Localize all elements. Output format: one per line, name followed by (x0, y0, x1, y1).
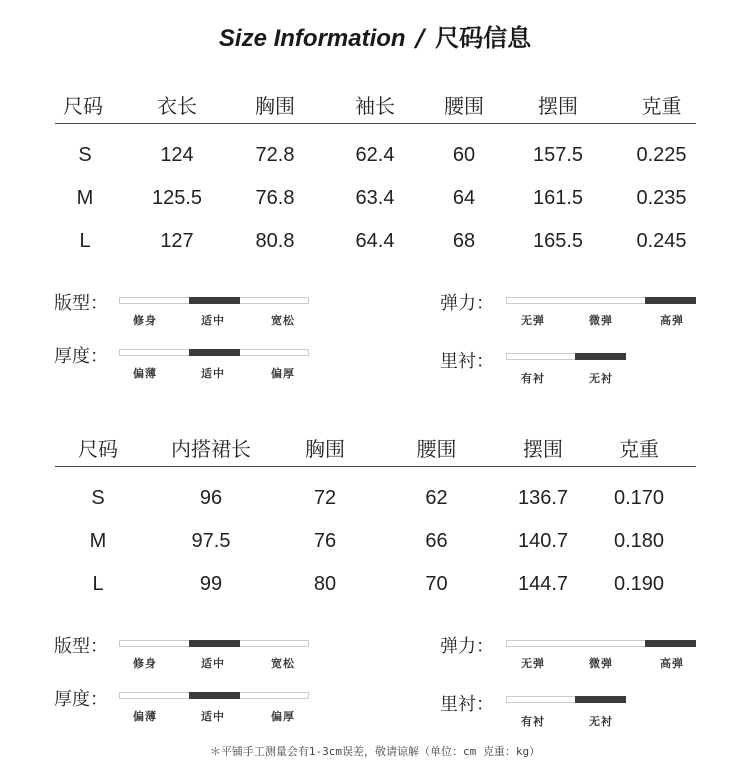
fit-option: 修身 (133, 314, 157, 327)
table-cell: 72 (313, 487, 337, 509)
table-row (55, 467, 696, 521)
table-header-row (55, 428, 696, 467)
thickness-track (119, 692, 309, 699)
table-cell: 76.8 (255, 187, 295, 209)
table-cell: S (91, 487, 105, 509)
thickness-indicator (189, 692, 240, 699)
lining-label: 里衬： (440, 351, 494, 372)
table-cell: M (76, 187, 94, 209)
elastic-option: 高弹 (660, 657, 684, 670)
table-cell: 63.4 (355, 187, 395, 209)
header-cell: 尺码 (55, 428, 141, 467)
table-cell: M (89, 530, 107, 552)
measurement-footnote: ＊平铺手工测量会有1-3cm误差，敬请谅解（单位：cm 克重：kg） (209, 745, 541, 758)
elastic-scale (440, 289, 740, 329)
table-cell: 60 (452, 144, 476, 166)
table-cell: 144.7 (517, 573, 569, 595)
table-cell: 0.180 (613, 530, 665, 552)
header-cell: 胸围 (239, 85, 311, 124)
lining-option: 有衬 (521, 372, 545, 385)
elastic-label: 弹力： (440, 636, 494, 657)
title-english: Size Information (218, 25, 406, 52)
header-cell: 衣长 (115, 85, 239, 124)
table-cell: 97.5 (191, 530, 231, 552)
fit-indicator (189, 297, 240, 304)
thickness-option: 偏薄 (133, 367, 157, 380)
header-cell: 克重 (627, 85, 696, 124)
thickness-scale (54, 685, 354, 725)
table-cell: 76 (313, 530, 337, 552)
elastic-option: 微弹 (589, 657, 613, 670)
header-cell: 袖长 (311, 85, 439, 124)
fit-indicator (189, 640, 240, 647)
fit-option: 修身 (133, 657, 157, 670)
fit-option: 适中 (201, 314, 225, 327)
lining-option: 有衬 (521, 715, 545, 728)
elastic-indicator (645, 297, 696, 304)
table-cell: 140.7 (517, 530, 569, 552)
table-cell: 0.235 (636, 187, 687, 209)
thickness-option: 偏厚 (271, 710, 295, 723)
thickness-label: 厚度： (54, 346, 108, 367)
table-cell: 99 (199, 573, 223, 595)
elastic-option: 无弹 (521, 657, 545, 670)
table-cell: 157.5 (532, 144, 584, 166)
lining-option: 无衬 (589, 715, 613, 728)
lining-indicator (575, 353, 626, 360)
lining-scale (440, 690, 740, 730)
thickness-option: 适中 (201, 367, 225, 380)
table-cell: 72.8 (255, 144, 295, 166)
table-cell: 165.5 (532, 230, 584, 252)
table-cell: 64.4 (355, 230, 395, 252)
table-cell: 125.5 (151, 187, 203, 209)
table-row (55, 520, 696, 563)
elastic-track (506, 297, 696, 304)
table-cell: 70 (425, 573, 448, 595)
thickness-scale (54, 342, 354, 382)
fit-option: 适中 (201, 657, 225, 670)
table-cell: 127 (160, 230, 194, 252)
elastic-option: 微弹 (589, 314, 613, 327)
elastic-label: 弹力： (440, 293, 494, 314)
table-cell: 0.245 (636, 230, 687, 252)
lining-track (506, 696, 626, 703)
thickness-indicator (189, 349, 240, 356)
table-row (55, 563, 696, 606)
table-cell: S (78, 144, 92, 166)
header-cell: 腰围 (369, 428, 504, 467)
table-cell: 96 (199, 487, 223, 509)
fit-track (119, 297, 309, 304)
table-cell: 80 (313, 573, 337, 595)
lining-option: 无衬 (589, 372, 613, 385)
fit-label: 版型： (54, 636, 108, 657)
fit-label: 版型： (54, 293, 108, 314)
table-cell: 62 (425, 487, 448, 509)
thickness-track (119, 349, 309, 356)
thickness-option: 偏薄 (133, 710, 157, 723)
table-cell: 64 (452, 187, 476, 209)
header-cell: 胸围 (281, 428, 369, 467)
lining-label: 里衬： (440, 694, 494, 715)
table-cell: 161.5 (532, 187, 584, 209)
size-table-1 (55, 85, 696, 263)
header-cell: 克重 (582, 428, 696, 467)
fit-scale (54, 632, 354, 672)
header-cell: 摆围 (489, 85, 627, 124)
page-title (0, 18, 750, 53)
thickness-option: 适中 (201, 710, 225, 723)
thickness-option: 偏厚 (271, 367, 295, 380)
table-row (55, 220, 696, 263)
table-cell: L (92, 573, 104, 595)
lining-scale (440, 347, 740, 387)
table-row (55, 124, 696, 178)
header-cell: 尺码 (55, 85, 115, 124)
title-chinese: 尺码信息 (435, 24, 532, 52)
table-cell: 136.7 (517, 487, 569, 509)
table-cell: 80.8 (255, 230, 295, 252)
fit-option: 宽松 (271, 314, 295, 327)
lining-indicator (575, 696, 626, 703)
lining-track (506, 353, 626, 360)
table-header-row (55, 85, 696, 124)
table-cell: 0.170 (613, 487, 665, 509)
table-cell: 68 (452, 230, 476, 252)
title-separator: / (415, 24, 425, 52)
elastic-scale (440, 632, 740, 672)
table-cell: 0.225 (636, 144, 687, 166)
elastic-indicator (645, 640, 696, 647)
table-cell: L (79, 230, 91, 252)
size-table-2 (55, 428, 696, 606)
table-cell: 66 (425, 530, 448, 552)
header-cell: 内搭裙长 (141, 428, 281, 467)
fit-track (119, 640, 309, 647)
elastic-track (506, 640, 696, 647)
table-cell: 0.190 (613, 573, 665, 595)
thickness-label: 厚度： (54, 689, 108, 710)
elastic-option: 高弹 (660, 314, 684, 327)
elastic-option: 无弹 (521, 314, 545, 327)
fit-option: 宽松 (271, 657, 295, 670)
header-cell: 摆围 (504, 428, 582, 467)
fit-scale (54, 289, 354, 329)
table-cell: 124 (160, 144, 194, 166)
header-cell: 腰围 (439, 85, 489, 124)
table-row (55, 177, 696, 220)
table-cell: 62.4 (355, 144, 395, 166)
